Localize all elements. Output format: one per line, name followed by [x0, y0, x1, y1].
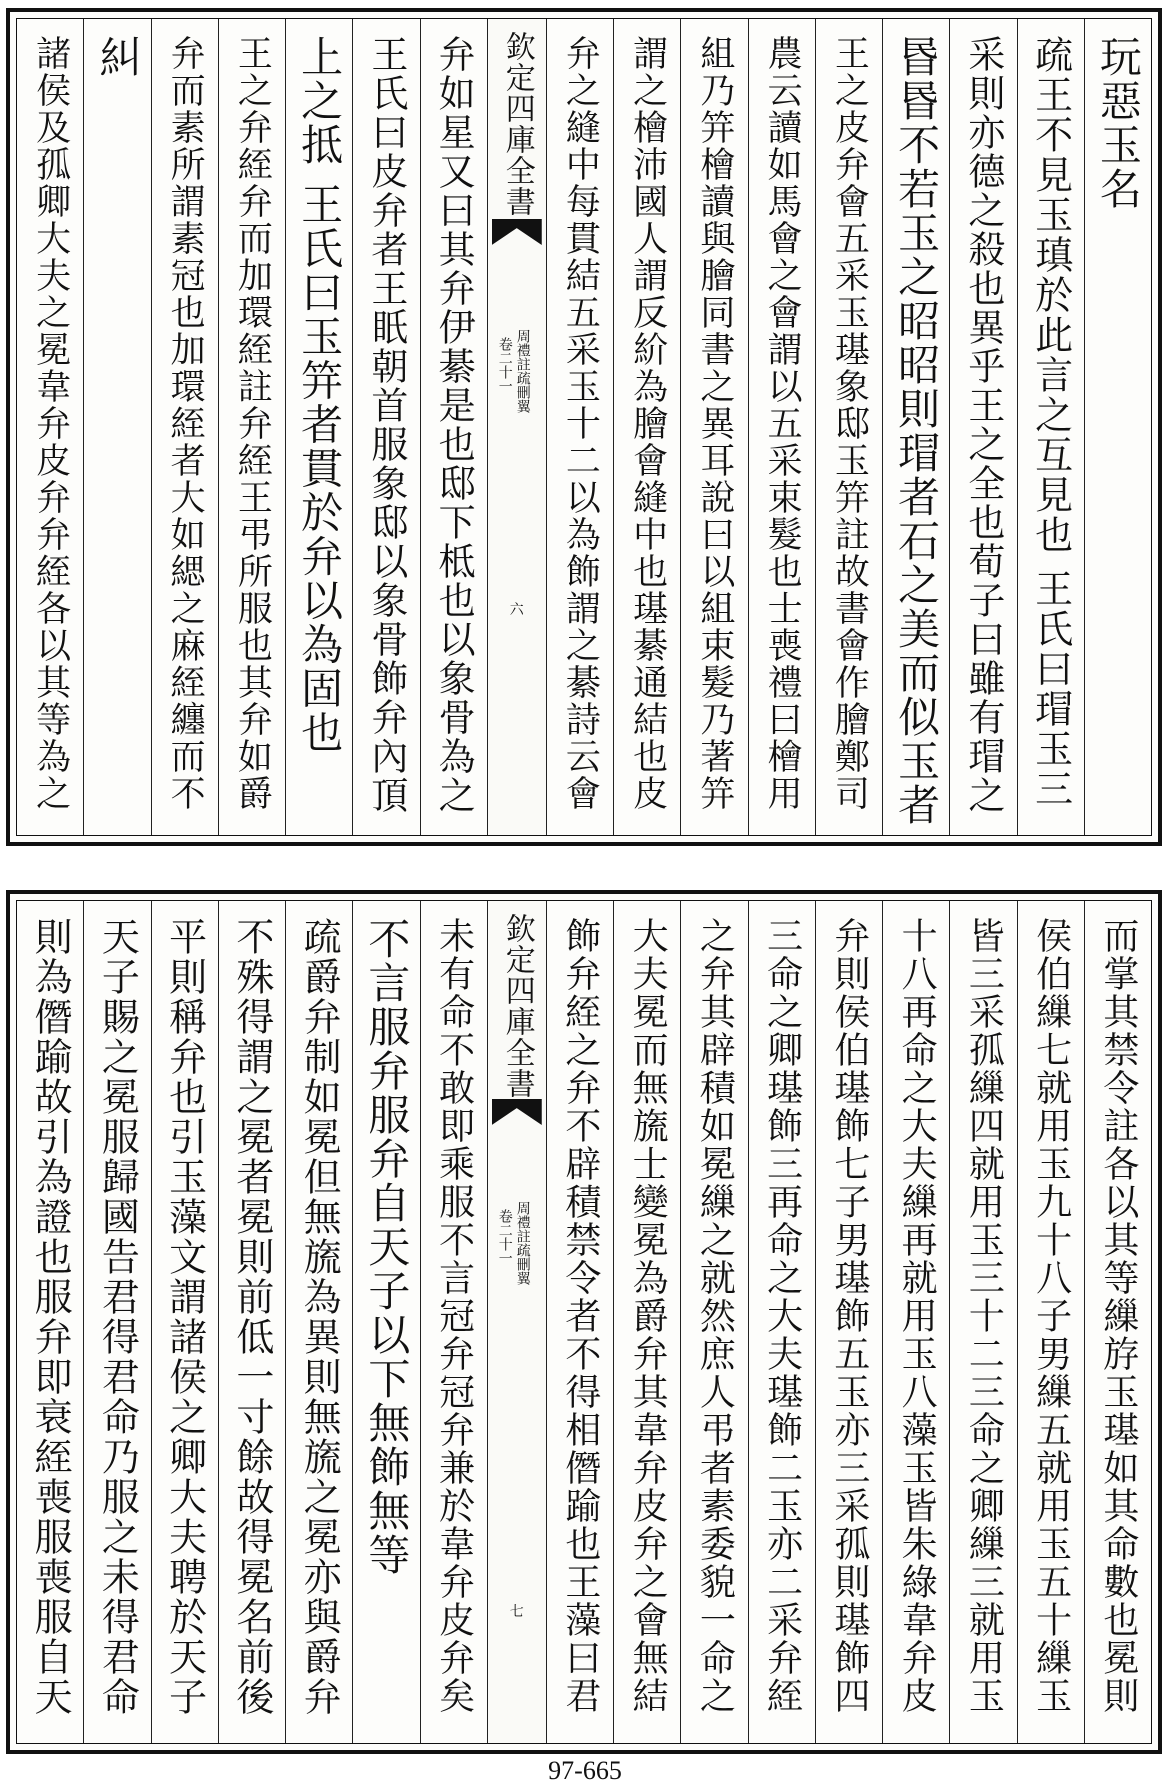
text-column: [546, 901, 613, 1743]
fishtail-mark-icon: [492, 219, 542, 245]
bottom-page: [6, 890, 1162, 1754]
text-column: [352, 19, 419, 835]
text-column: [151, 19, 218, 835]
column-text: 弁如星又曰其弁伊綦是也邸下柢也以象骨為之: [432, 35, 476, 815]
text-column: [949, 901, 1016, 1743]
text-column: [546, 19, 613, 835]
text-column: [17, 19, 83, 835]
column-text: 疏爵弁制如冕但無旒為異則無旒之冕亦與爵弁: [297, 917, 342, 1717]
fishtail-mark-icon: [492, 1099, 542, 1125]
text-column: [949, 19, 1016, 835]
column-text: 疏王不見玉瑱於此言之互見也 王氏曰瑁玉三: [1028, 35, 1073, 810]
text-column: [1084, 19, 1151, 835]
column-text: 三命之卿璂飾三再命之大夫璂飾二玉亦二采弁絰: [761, 917, 803, 1715]
folio-number: 六: [509, 602, 524, 618]
column-text: 玩惡玉名: [1093, 35, 1143, 211]
column-text: 之弁其辟積如冕繅之就然庶人弔者素委貌一命之: [694, 917, 736, 1715]
column-text: 諸侯及孤卿大夫之冕韋弁皮弁弁絰各以其等為之: [30, 35, 71, 812]
column-text: 王之弁絰弁而加環絰註弁絰王弔所服也其弁如爵: [232, 35, 273, 812]
column-text: 飾弁絰之弁不辟積禁令者不得相僭踰也王藻曰君: [559, 917, 601, 1715]
text-column: [17, 901, 83, 1743]
juan-number: 卷二十一: [496, 1209, 513, 1265]
column-text: 弁則侯伯璂飾七子男璂飾五玉亦三采孤則璂飾四: [828, 917, 870, 1715]
text-column: [285, 901, 352, 1743]
text-column: [218, 19, 285, 835]
column-text: 王氏曰皮弁者王眂朝首服象邸以象骨飾弁內頂: [364, 35, 408, 815]
text-column: [1017, 19, 1084, 835]
text-column: [83, 901, 150, 1743]
work-title: 周禮註疏刪翼: [514, 329, 531, 413]
column-text: 而掌其禁令註各以其等繅斿玉璂如其命數也冕則: [1097, 917, 1139, 1715]
text-column: [680, 901, 747, 1743]
column-text: 未有命不敢即乘服不言冠弁冠弁兼於韋弁皮弁矣: [433, 917, 475, 1715]
juan-number: 卷二十一: [496, 337, 513, 393]
center-fold-column: [487, 901, 546, 1743]
text-column: [613, 19, 680, 835]
bottom-page-text-frame: [16, 900, 1152, 1744]
text-column: [420, 19, 487, 835]
column-text: 大夫冕而無旒士變冕為爵弁其韋弁皮弁之會無結: [627, 917, 669, 1715]
text-column: [815, 901, 882, 1743]
page-number-label: 97-665: [548, 1756, 622, 1785]
text-column: [83, 19, 150, 835]
column-text: 侯伯繅七就用玉九十八子男繅五就用玉五十繅玉: [1030, 917, 1072, 1715]
text-column: [882, 19, 949, 835]
column-text: 弁而素所謂素冠也加環絰者大如緦之麻絰纏而不: [165, 35, 206, 812]
text-column: [1017, 901, 1084, 1743]
text-column: [815, 19, 882, 835]
column-text: 則為僭踰故引為證也服弁即衰絰喪服喪服自天: [28, 917, 73, 1717]
column-text: 采則亦德之殺也異乎王之全也荀子曰雖有瑁之: [961, 35, 1005, 815]
text-column: [680, 19, 747, 835]
column-text: 皆三采孤繅四就用玉三十二三命之卿繅三就用玉: [963, 917, 1005, 1715]
center-fold-column: [487, 19, 546, 835]
work-title: 周禮註疏刪翼: [514, 1201, 531, 1285]
column-text: 天子賜之冕服歸國告君得君命乃服之未得君命: [95, 917, 140, 1717]
text-column: [285, 19, 352, 835]
column-text: 平則稱弁也引玉藻文謂諸侯之卿大夫聘於天子: [162, 917, 207, 1717]
folio-number: 七: [509, 1604, 524, 1620]
text-column: [748, 901, 815, 1743]
text-column: [420, 901, 487, 1743]
column-text: 不殊得謂之冕者冕則前低一寸餘故得冕名前後: [229, 917, 274, 1717]
text-column: [613, 901, 680, 1743]
text-column: [1084, 901, 1151, 1743]
top-page-text-frame: [16, 18, 1152, 836]
column-text: 昬昬不若玉之昭昭則瑁者石之美而似玉者: [892, 35, 942, 827]
column-text: 王之皮弁會五采玉璂象邸玉笄註故書會作膾鄭司: [829, 35, 870, 812]
column-text: 弁之縫中每貫結五采玉十二以為飾謂之綦詩云會: [560, 35, 601, 812]
column-text: 農云讀如馬會之會謂以五采束髮也士喪禮曰檜用: [762, 35, 803, 812]
column-text: 組乃笄檜讀與膾同書之異耳說曰以組束髮乃著笄: [694, 35, 735, 812]
library-title: 欽定四庫全書: [499, 913, 535, 1099]
text-column: [151, 901, 218, 1743]
column-text: 上之抵 王氏曰玉笄者貫於弁以為固也: [295, 35, 345, 755]
text-column: [218, 901, 285, 1743]
column-text: 不言服弁服弁自天子以下無飾無等: [362, 917, 412, 1577]
text-column: [882, 901, 949, 1743]
text-column: [748, 19, 815, 835]
column-text: 謂之檜沛國人謂反紒為膾會縫中也璂綦通結也皮: [627, 35, 668, 812]
column-text: 糾: [93, 35, 143, 79]
text-column: [352, 901, 419, 1743]
column-text: 十八再命之大夫繅再就用玉八藻玉皆朱綠韋弁皮: [896, 917, 938, 1715]
top-page: [6, 8, 1162, 846]
library-title: 欽定四庫全書: [499, 31, 535, 217]
